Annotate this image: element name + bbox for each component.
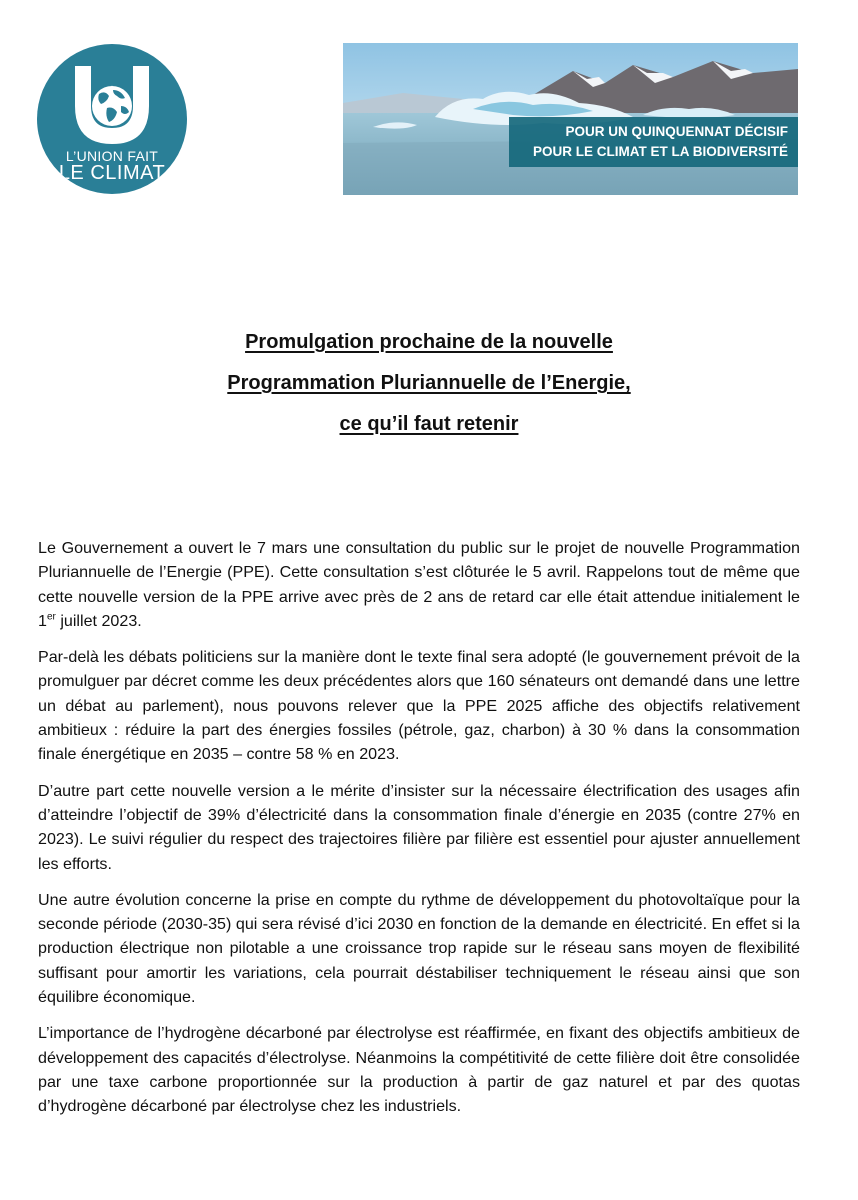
paragraph-1-text: Le Gouvernement a ouvert le 7 mars une consultation du public sur le projet de nouvelle Programmation Pluriannuelle de l’Energie (PPE). Cette consultation s’est clôturée le 5 avril. Rappelons tout de même que cette nouvelle version de la PPE arrive avec près de 2 ans de retard car elle était attendue initialement le 1: [38, 539, 800, 630]
document-title: [0, 322, 858, 445]
paragraph-1: [38, 536, 800, 633]
banner-caption: [509, 117, 798, 167]
paragraph-3: D’autre part cette nouvelle version a le mérite d’insister sur la nécessaire électrification des usages afin d’atteindre l’objectif de 39% d’électricité dans la consommation finale d’énergie en 2035 (contre 27% en 2023). Le suivi régulier du respect des trajectoires filière par filière est essentiel pour ajuster annuellement les efforts.: [38, 781, 800, 873]
union-fait-le-climat-logo: [37, 44, 187, 194]
paragraph-4: Une autre évolution concerne la prise en compte du rythme de développement du photovoltaïque pour la seconde période (2030-35) qui sera révisé d’ici 2030 en fonction de la demande en électricité. En effet si la production électrique non pilotable a une croissance trop rapide sur le réseau sans moyen de flexibilité suffisant pour amortir les variations, cela pourrait déstabiliser techniquement le réseau ainsi que son équilibre économique.: [38, 890, 800, 1007]
logo-text-line1: L’UNION FAIT: [65, 148, 159, 164]
logo-text-line2: LE CLIMAT: [58, 162, 166, 184]
ordinal-superscript: er: [46, 611, 56, 623]
paragraph-1-end: juillet 2023.: [55, 611, 142, 630]
paragraph-5: L’importance de l’hydrogène décarboné par électrolyse est réaffirmée, en fixant des objectifs ambitieux de développement des capacités d’électrolyse. Néanmoins la compétitivité de cette filière doit être consolidée par une taxe carbone proportionnée sur la production à partir de gaz naturel et par des quotas d’hydrogène décarboné par électrolyse chez les industriels.: [38, 1024, 800, 1116]
title-line2: Programmation Pluriannuelle de l’Energie,: [227, 372, 631, 394]
title-line3: ce qu’il faut retenir: [339, 413, 519, 435]
logo-letter: U: [111, 86, 113, 87]
climate-banner: [343, 43, 798, 195]
paragraph-2: Par-delà les débats politiciens sur la manière dont le texte final sera adopté (le gouvernement prévoit de la promulguer par décret comme les deux précédentes alors que 160 sénateurs ont demandé dans une lettre un débat au parlement), nous pouvons relever que la PPE 2025 affiche des objectifs relativement ambitieux : réduire la part des énergies fossiles (pétrole, gaz, charbon) à 30 % dans la consommation finale énergétique en 2035 – contre 58 % en 2023.: [38, 648, 800, 764]
banner-caption-line2: POUR LE CLIMAT ET LA BIODIVERSITÉ: [532, 144, 788, 159]
banner-caption-line1: POUR UN QUINQUENNAT DÉCISIF: [565, 124, 788, 139]
title-line1: Promulgation prochaine de la nouvelle: [245, 331, 613, 353]
document-body: [38, 536, 800, 1131]
